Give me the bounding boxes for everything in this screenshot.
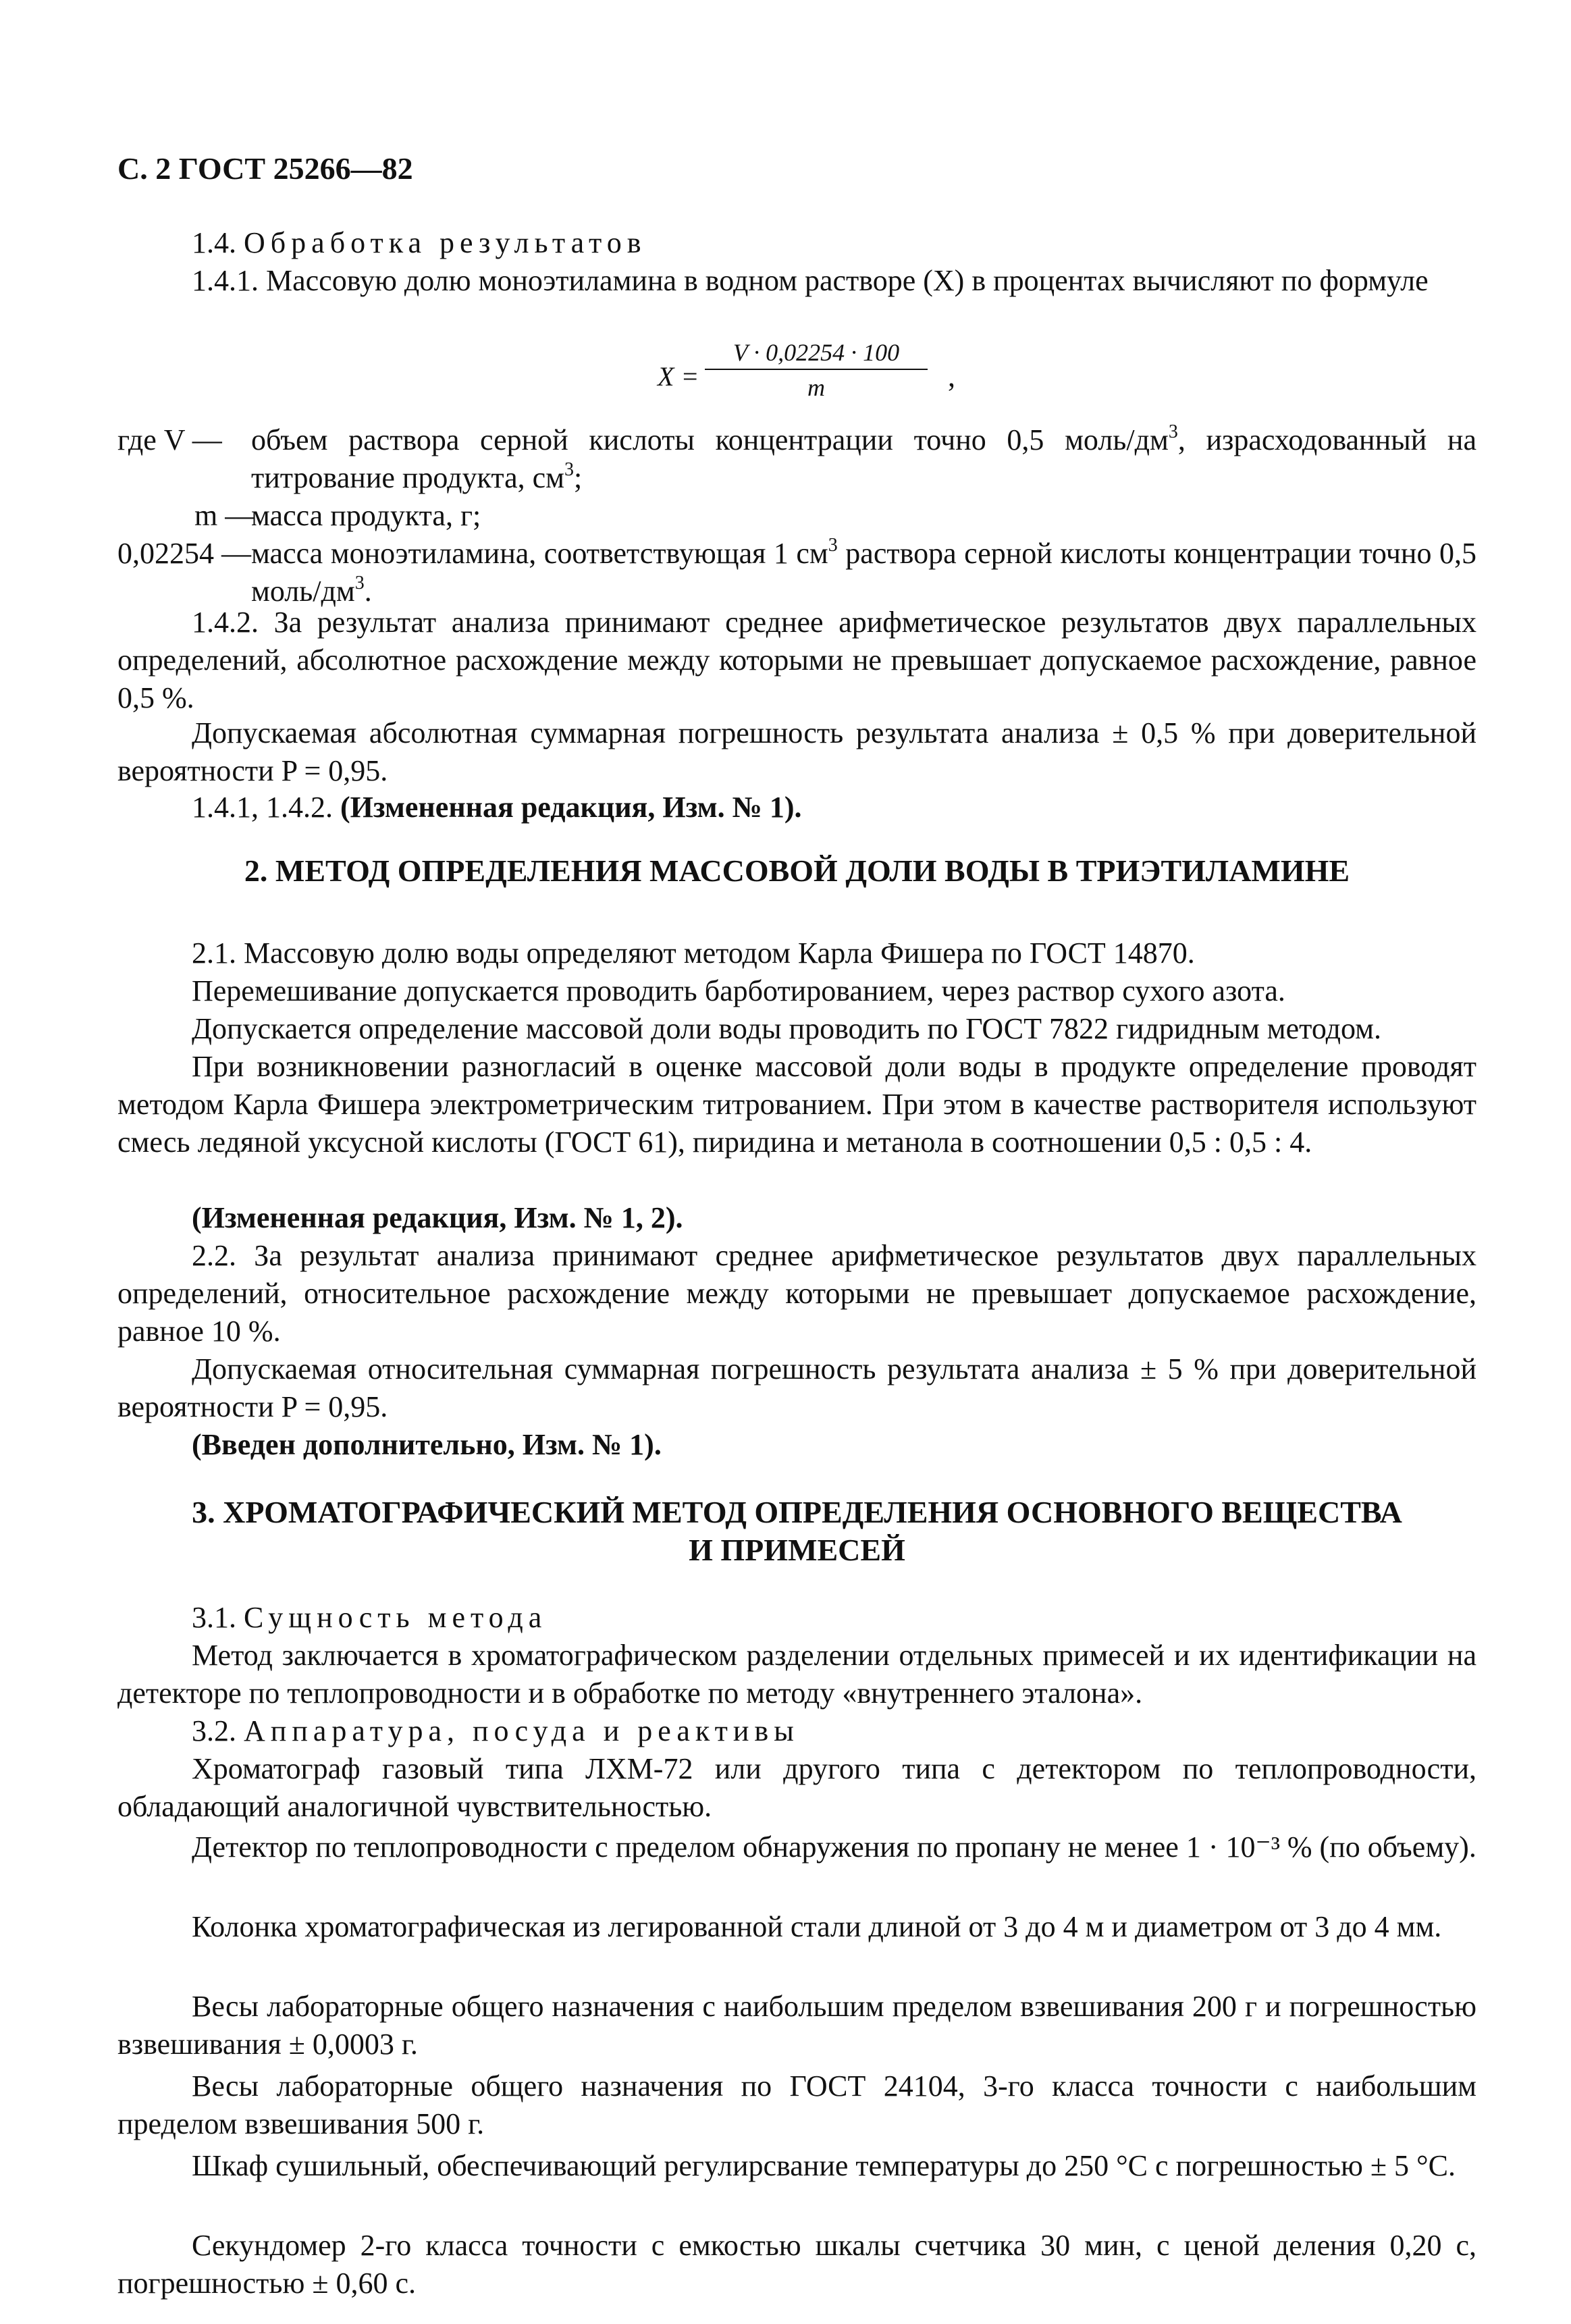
definition-coefficient <box>117 535 1476 610</box>
amendment-text: (Измененная редакция, Изм. № 1). <box>340 791 802 824</box>
paragraph-2-2-error: Допускаемая относительная суммарная погрешность результата анализа ± 5 % при доверительной вероятности P = 0,95. <box>117 1352 1476 1423</box>
paragraph-2-2: 2.2. За результат анализа принимают среднее арифметическое результатов двух параллельных определений, относительное расхождение между которыми не превышает допускаемое расхождение, равное 10 %. <box>117 1239 1476 1348</box>
definition-v <box>117 421 1476 497</box>
formula <box>658 338 1036 412</box>
subsection-3-2-title <box>192 1712 799 1750</box>
fraction-bar <box>705 369 928 370</box>
amendment-note-2-2: (Введен дополнительно, Изм. № 1). <box>192 1428 662 1461</box>
definition-text: объем раствора серной кислоты концентрации точно 0,5 моль/$дм^3$, израсходованный на титрование продукта, $см^3$; <box>251 421 1476 494</box>
equipment-item-column: Колонка хроматографическая из легированной стали длиной от 3 до 4 м и диаметром от 3 до 4 мм. <box>192 1910 1442 1943</box>
amendment-note-1-4 <box>192 789 801 826</box>
section-3-heading-line-2: И ПРИМЕСЕЙ <box>689 1533 905 1567</box>
section-3-heading-line-1: 3. ХРОМАТОГРАФИЧЕСКИЙ МЕТОД ОПРЕДЕЛЕНИЯ ОСНОВНОГО ВЕЩЕСТВА <box>192 1495 1402 1529</box>
paragraph-number: 1.4.1. <box>192 264 259 297</box>
subsection-1-4-title <box>192 224 646 262</box>
formula-numerator: V · 0,02254 · 100 <box>733 339 900 366</box>
section-2-heading: 2. МЕТОД ОПРЕДЕЛЕНИЯ МАССОВОЙ ДОЛИ ВОДЫ В ТРИЭТИЛАМИНЕ <box>244 853 1350 888</box>
equipment-item-scales-500: Весы лабораторные общего назначения по ГОСТ 24104, 3-го класса точности с наибольшим пределом взвешивания 500 г. <box>117 2069 1476 2140</box>
definition-term: где V — <box>117 423 222 456</box>
paragraph-2-1-b: Перемешивание допускается проводить барботированием, через раствор сухого азота. <box>192 974 1285 1007</box>
formula-lhs: X = <box>658 361 699 392</box>
equipment-item-detector: Детектор по теплопроводности с пределом обнаружения по пропану не менее 1 · 10⁻³ % (по объему). <box>192 1830 1476 1864</box>
amendment-note-2-1: (Измененная редакция, Изм. № 1, 2). <box>192 1201 683 1234</box>
page-header: С. 2 ГОСТ 25266—82 <box>117 151 413 186</box>
definition-m <box>117 497 1476 535</box>
subsection-number: 1.4. <box>192 226 236 259</box>
paragraph-2-1-c: Допускается определение массовой доли воды проводить по ГОСТ 7822 гидридным методом. <box>192 1012 1381 1045</box>
equipment-item-scales-200: Весы лабораторные общего назначения с наибольшим пределом взвешивания 200 г и погрешностью взвешивания ± 0,0003 г. <box>117 1990 1476 2061</box>
definition-term: 0,02254 — <box>117 537 251 570</box>
paragraph-2-1: 2.1. Массовую долю воды определяют методом Карла Фишера по ГОСТ 14870. <box>192 936 1195 970</box>
paragraph-2-1-d: При возникновении разногласий в оценке массовой доли воды в продукте определение проводят методом Карла Фишера электрометрическим титрованием. При этом в качестве растворителя используют смесь ледяной уксусной кислоты (ГОСТ 61), пиридина и метанола в соотношении 0,5 : 0,5 : 4. <box>117 1050 1476 1159</box>
subsection-title: Сущность метода <box>244 1601 548 1634</box>
formula-trail: , <box>948 360 955 393</box>
equipment-item-drying-cabinet: Шкаф сушильный, обеспечивающий регулирсвание температуры до 250 °С с погрешностью ± 5 °С. <box>192 2149 1456 2182</box>
subsection-number: 3.1. <box>192 1601 236 1634</box>
equipment-item-chromatograph: Хроматограф газовый типа ЛХМ-72 или другого типа с детектором по теплопроводности, обладающий аналогичной чувствительностью. <box>117 1752 1476 1823</box>
formula-denominator: m <box>807 374 825 401</box>
amendment-refs: 1.4.1, 1.4.2. <box>192 791 333 824</box>
paragraph-1-4-2-error: Допускаемая абсолютная суммарная погрешность результата анализа ± 0,5 % при доверительной вероятности P = 0,95. <box>117 716 1476 787</box>
subsection-title: Обработка результатов <box>244 226 647 259</box>
paragraph-1-4-2: 1.4.2. За результат анализа принимают среднее арифметическое результатов двух параллельных определений, абсолютное расхождение между которыми не превышает допускаемое расхождение, равное 0,5 %. <box>117 606 1476 714</box>
definition-text: масса моноэтиламина, соответствующая 1 $см^3$ раствора серной кислоты концентрации точно 0,5 моль/$дм^3$. <box>251 535 1476 608</box>
subsection-number: 3.2. <box>192 1714 236 1747</box>
definition-term: m — <box>194 499 255 532</box>
paragraph-text: Массовую долю моноэтиламина в водном растворе (X) в процентах вычисляют по формуле <box>266 264 1429 297</box>
paragraph-3-1: Метод заключается в хроматографическом разделении отдельных примесей и их идентификации на детекторе по теплопроводности и в обработке по методу «внутреннего эталона». <box>117 1639 1476 1710</box>
paragraph-1-4-1 <box>117 262 1476 300</box>
subsection-title: Аппаратура, посуда и реактивы <box>244 1714 799 1747</box>
subsection-3-1-title <box>192 1599 547 1637</box>
equipment-item-stopwatch: Секундомер 2-го класса точности с емкостью шкалы счетчика 30 мин, с ценой деления 0,20 с, погрешностью ± 0,60 с. <box>117 2229 1476 2300</box>
definition-text: масса продукта, г; <box>251 499 481 532</box>
